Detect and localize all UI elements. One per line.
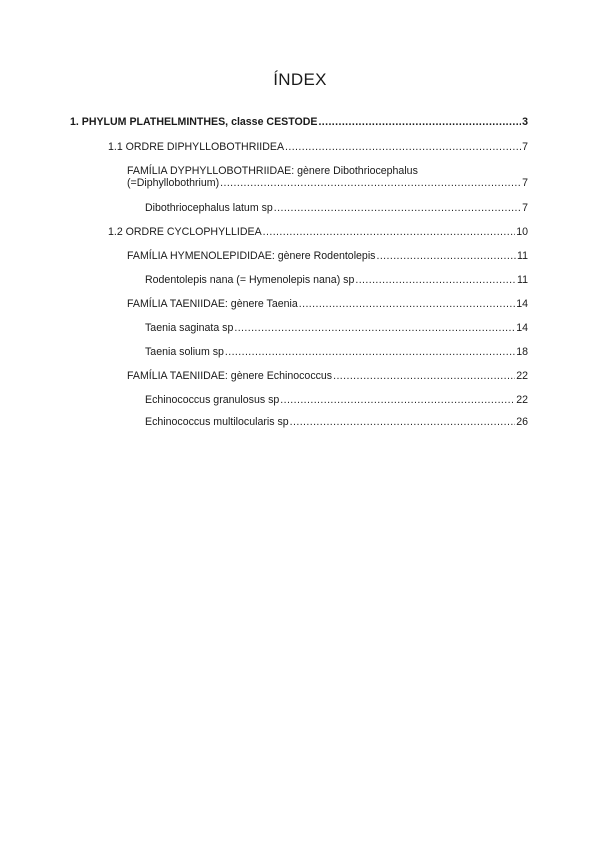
toc-leader-dots bbox=[299, 298, 515, 310]
toc-entry-taenia-solium[interactable] bbox=[145, 346, 528, 358]
toc-leader-dots bbox=[280, 394, 515, 406]
toc-entry-familia-dyphyllobothriidae[interactable] bbox=[127, 165, 528, 189]
index-title: ÍNDEX bbox=[273, 70, 327, 89]
toc-page-number: 14 bbox=[516, 322, 528, 334]
toc-leader-dots bbox=[333, 370, 515, 382]
toc-page-number: 18 bbox=[516, 346, 528, 358]
toc-entry-taenia-saginata[interactable] bbox=[145, 322, 528, 334]
toc-entry-text: Taenia solium sp bbox=[145, 346, 224, 358]
toc-entry-text: FAMÍLIA DYPHYLLOBOTHRIIDAE: gènere Dibothriocephalus bbox=[127, 165, 418, 177]
toc-leader-dots bbox=[220, 177, 521, 189]
toc-page-number: 22 bbox=[516, 370, 528, 382]
toc-leader-dots bbox=[234, 322, 515, 334]
toc-page-number: 7 bbox=[522, 177, 528, 189]
toc-entry-text: 1.2 ORDRE CYCLOPHYLLIDEA bbox=[108, 226, 262, 238]
toc-page-number: 22 bbox=[516, 394, 528, 406]
toc-entry-familia-hymenolepididae[interactable] bbox=[127, 250, 528, 262]
toc-entry-text: Echinococcus multilocularis sp bbox=[145, 416, 289, 428]
toc-entry-text: 1.1 ORDRE DIPHYLLOBOTHRIIDEA bbox=[108, 141, 285, 153]
toc-page-number: 3 bbox=[522, 116, 528, 128]
toc-entry-text: 1. PHYLUM PLATHELMINTHES, classe CESTODE bbox=[70, 116, 318, 128]
toc-entry-ordre-cyclophyllidea[interactable] bbox=[108, 226, 528, 238]
toc-entry-text-continued: (=Diphyllobothrium) bbox=[127, 177, 220, 189]
toc-entry-text: Taenia saginata sp bbox=[145, 322, 234, 334]
toc-leader-dots bbox=[274, 202, 521, 214]
toc-leader-dots bbox=[225, 346, 515, 358]
toc-entry-phylum[interactable] bbox=[70, 116, 528, 128]
toc-entry-text: FAMÍLIA TAENIIDAE: gènere Taenia bbox=[127, 298, 298, 310]
toc-leader-dots bbox=[263, 226, 516, 238]
toc-page-number: 7 bbox=[522, 141, 528, 153]
toc-leader-dots bbox=[290, 416, 516, 428]
toc-page-number: 10 bbox=[516, 226, 528, 238]
toc-entry-echinococcus-granulosus[interactable] bbox=[145, 394, 528, 406]
toc-entry-text: FAMÍLIA TAENIIDAE: gènere Echinococcus bbox=[127, 370, 333, 382]
toc-entry-echinococcus-multilocularis[interactable] bbox=[145, 416, 528, 428]
toc-entry-text: Echinococcus granulosus sp bbox=[145, 394, 280, 406]
toc-leader-dots bbox=[355, 274, 516, 286]
toc-entry-familia-taeniidae-echinococcus[interactable] bbox=[127, 370, 528, 382]
toc-page-number: 11 bbox=[517, 274, 528, 286]
toc-entry-text: Dibothriocephalus latum sp bbox=[145, 202, 273, 214]
toc-leader-dots bbox=[376, 250, 516, 262]
toc-entry-familia-taeniidae-taenia[interactable] bbox=[127, 298, 528, 310]
toc-entry-dibothriocephalus-latum[interactable] bbox=[145, 202, 528, 214]
toc-leader-dots bbox=[285, 141, 521, 153]
toc-page-number: 7 bbox=[522, 202, 528, 214]
toc-page-number: 26 bbox=[516, 416, 528, 428]
toc-page-number: 11 bbox=[517, 250, 528, 262]
toc-page-number: 14 bbox=[516, 298, 528, 310]
toc-entry-text: Rodentolepis nana (= Hymenolepis nana) sp bbox=[145, 274, 355, 286]
toc-leader-dots bbox=[318, 116, 521, 128]
toc-entry-line2 bbox=[127, 177, 528, 189]
toc-entry-rodentolepis-nana[interactable] bbox=[145, 274, 528, 286]
toc-entry-ordre-diphyllobothriidea[interactable] bbox=[108, 141, 528, 153]
toc-entry-text: FAMÍLIA HYMENOLEPIDIDAE: gènere Rodentolepis bbox=[127, 250, 376, 262]
